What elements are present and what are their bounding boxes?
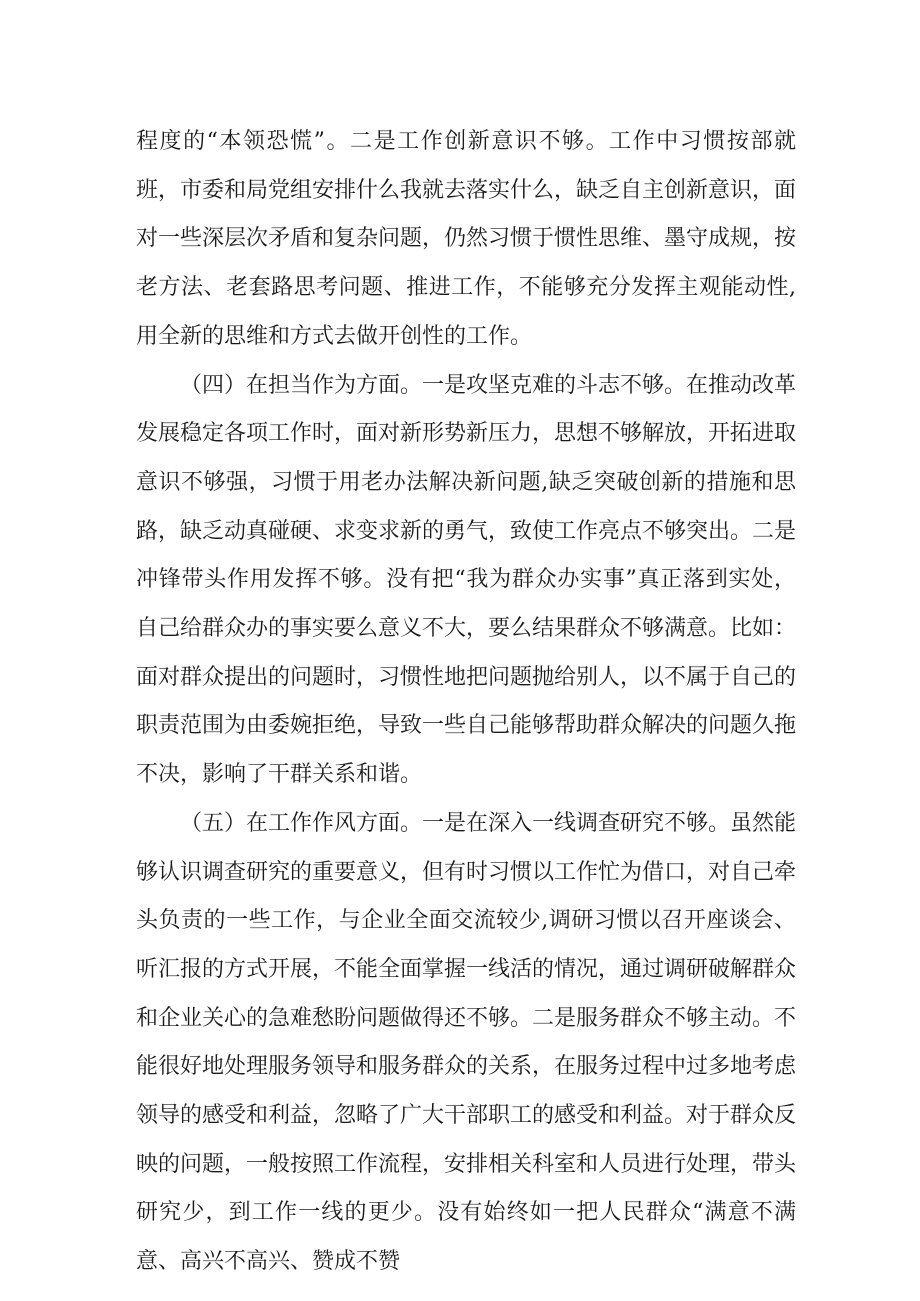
document-body <box>136 118 796 1287</box>
paragraph-3: （五）在工作作风方面。一是在深入一线调查研究不够。虽然能够认识调查研究的重要意义，但有时习惯以工作忙为借口，对自己牵头负责的一些工作，与企业全面交流较少,调研习惯以召开座谈会、听汇报的方式开展，不能全面掌握一线活的情况，通过调研破解群众和企业关心的急难愁盼问题做得还不够。二是服务群众不够主动。不能很好地处理服务领导和服务群众的关系，在服务过程中过多地考虑领导的感受和利益，忽略了广大干部职工的感受和利益。对于群众反映的问题，一般按照工作流程，安排相关科室和人员进行处理，带头研究少，到工作一线的更少。没有始终如一把人民群众“满意不满意、高兴不高兴、赞成不赞 <box>136 810 797 1275</box>
paragraph-1: 程度的“本领恐慌”。二是工作创新意识不够。工作中习惯按部就班，市委和局党组安排什么我就去落实什么，缺乏自主创新意识，面对一些深层次矛盾和复杂问题，仍然习惯于惯性思维、墨守成规，按老方法、老套路思考问题、推进工作，不能够充分发挥主观能动性,用全新的思维和方式去做开创性的工作。 <box>136 129 797 349</box>
paragraph-2: （四）在担当作为方面。一是攻坚克难的斗志不够。在推动改革发展稳定各项工作时，面对新形势新压力，思想不够解放，开拓进取意识不够强，习惯于用老办法解决新问题,缺乏突破创新的措施和思路，缺乏动真碰硬、求变求新的勇气，致使工作亮点不够突出。二是冲锋带头作用发挥不够。没有把“我为群众办实事”真正落到实处，自己给群众办的事实要么意义不大，要么结果群众不够满意。比如：面对群众提出的问题时，习惯性地把问题抛给别人，以不属于自己的职责范围为由委婉拒绝，导致一些自己能够帮助群众解决的问题久拖不决，影响了干群关系和谐。 <box>136 372 797 788</box>
